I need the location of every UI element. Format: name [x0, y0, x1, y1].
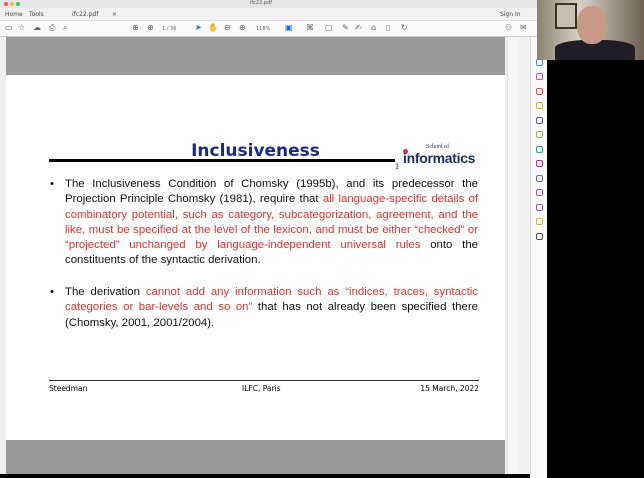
page-indicator[interactable]: 1 / 36 [162, 26, 177, 32]
sidebar-tool-icon[interactable] [536, 131, 543, 138]
tools-sidebar [530, 37, 547, 478]
delete-icon[interactable]: ▯ [386, 23, 391, 32]
next-page-icon[interactable]: ⊕ [147, 23, 154, 32]
mail-icon[interactable]: ✉ [520, 23, 527, 32]
sign-icon[interactable]: ✍ [355, 23, 362, 32]
tab-document[interactable]: ifc22.pdf [72, 11, 99, 18]
share-icon[interactable]: ⚇ [505, 23, 513, 32]
sidebar-tool-icon[interactable] [536, 160, 543, 167]
wall-picture [555, 3, 577, 29]
save-icon[interactable]: ▭ [5, 23, 13, 32]
zoom-select[interactable]: 118% [256, 26, 271, 32]
hand-tool-icon[interactable]: ✋ [208, 23, 218, 32]
tab-home[interactable]: Home [5, 11, 23, 18]
bullet-1: • The Inclusiveness Condition of Chomsky (1995b), and its predecessor the Projection Principle Chomsky (1981), require that all language-specific details of combinatory potential, such as category, subcategorization, agreement, and the like, must be specified at the level of the lexicon, and must be either “checked” or “projected” unchanged by language-independent universal rules onto the constituents of the syntactic derivation. [50, 178, 479, 267]
search-icon[interactable]: ⌕ [63, 23, 68, 32]
footer-date: 15 March, 2022 [420, 384, 479, 393]
sidebar-tool-icon[interactable] [536, 88, 543, 95]
minimize-window-button[interactable] [10, 2, 14, 6]
tab-tools[interactable]: Tools [29, 11, 44, 18]
zoom-out-icon[interactable]: ⊖ [224, 23, 231, 32]
scrollbar[interactable] [507, 37, 519, 474]
sidebar-tool-icon[interactable] [536, 218, 543, 225]
highlight-icon[interactable]: ⌘ [306, 23, 314, 32]
pen-icon[interactable]: ✎ [342, 23, 349, 32]
sidebar-tool-icon[interactable] [536, 233, 543, 240]
select-tool-icon[interactable]: ➤ [195, 23, 202, 32]
star-icon[interactable]: ☆ [18, 23, 26, 32]
sidebar-tool-icon[interactable] [536, 73, 543, 80]
fit-page-icon[interactable]: ▣ [285, 23, 293, 32]
tab-close-icon[interactable]: × [112, 11, 118, 18]
page-gap [6, 37, 505, 75]
page-number: 1 [395, 162, 399, 171]
sign-in-link[interactable]: Sign In [500, 11, 521, 18]
sidebar-tool-icon[interactable] [536, 189, 543, 196]
footer-venue: ILFC, Paris [242, 384, 281, 393]
webcam-video [537, 0, 644, 60]
window-title: ifc22.pdf [250, 0, 272, 6]
zoom-in-icon[interactable]: ⊕ [239, 23, 246, 32]
speaker-face [577, 6, 607, 44]
comment-icon[interactable]: ▢ [325, 23, 333, 32]
footer-author: Steedman [49, 384, 88, 393]
print-icon[interactable]: ⎙ [49, 23, 56, 32]
toolbar [0, 21, 537, 37]
sidebar-tool-icon[interactable] [536, 204, 543, 211]
slide-footer [49, 380, 479, 393]
sidebar-tool-icon[interactable] [536, 102, 543, 109]
maximize-window-button[interactable] [16, 2, 20, 6]
slide-title: Inclusiveness [191, 141, 320, 161]
tab-bar [0, 8, 537, 21]
close-window-button[interactable] [4, 2, 8, 6]
bullet-2: • The derivation cannot add any information such as “indices, traces, syntactic categories or bar-levels and so on” that has not already been specified there (Chomsky, 2001, 2001/2004). [50, 286, 478, 329]
school-of-informatics-logo: School of informatics [403, 144, 476, 166]
page-gap [6, 440, 505, 474]
sidebar-tool-icon[interactable] [536, 117, 543, 124]
sidebar-tool-icon[interactable] [536, 146, 543, 153]
sidebar-tool-icon[interactable] [536, 175, 543, 182]
stamp-icon[interactable]: ⌂ [371, 23, 377, 32]
prev-page-icon[interactable]: ⊕ [132, 23, 139, 32]
pdf-page [6, 75, 505, 440]
window-titlebar [0, 0, 537, 8]
rotate-icon[interactable]: ↻ [401, 23, 408, 32]
cloud-upload-icon[interactable]: ☁ [33, 23, 41, 32]
